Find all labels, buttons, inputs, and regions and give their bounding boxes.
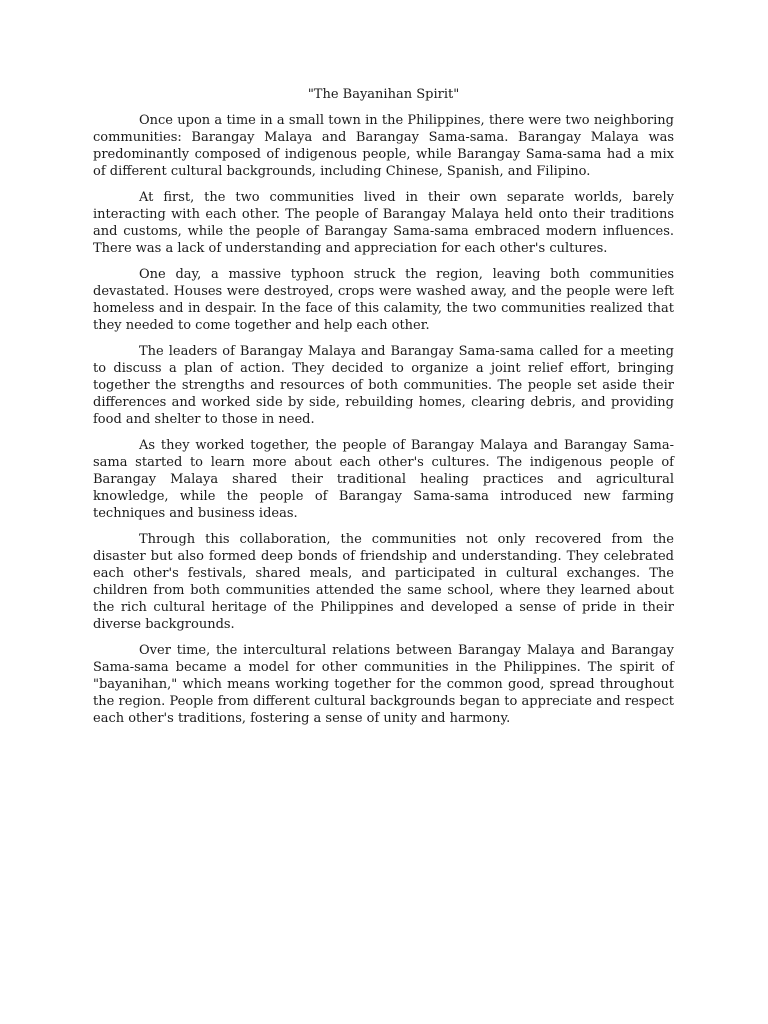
paragraph-3: One day, a massive typhoon struck the region, leaving both communities devastated. Houses were destroyed, crops were washed away, and the people were left homeless and in despair. In the face of this calamity, the two communities realized that they needed to come together and help each other. [93, 267, 674, 333]
paragraph-4: The leaders of Barangay Malaya and Barangay Sama-sama called for a meeting to discuss a plan of action. They decided to organize a joint relief effort, bringing together the strengths and resources of both communities. The people set aside their differences and worked side by side, rebuilding homes, clearing debris, and providing food and shelter to those in need. [93, 344, 674, 427]
document-title: "The Bayanihan Spirit" [307, 87, 460, 102]
paragraph-7: Over time, the intercultural relations between Barangay Malaya and Barangay Sama-sama became a model for other communities in the Philippines. The spirit of "bayanihan," which means working together for the common good, spread throughout the region. People from different cultural backgrounds began to appreciate and respect each other's traditions, fostering a sense of unity and harmony. [93, 643, 674, 726]
paragraph-1: Once upon a time in a small town in the Philippines, there were two neighboring communities: Barangay Malaya and Barangay Sama-sama. Barangay Malaya was predominantly composed of indigenous people, while Barangay Sama-sama had a mix of different cultural backgrounds, including Chinese, Spanish, and Filipino. [93, 113, 674, 179]
document-page [93, 86, 674, 736]
paragraph-2: At first, the two communities lived in their own separate worlds, barely interacting with each other. The people of Barangay Malaya held onto their traditions and customs, while the people of Barangay Sama-sama embraced modern influences. There was a lack of understanding and appreciation for each other's cultures. [93, 190, 674, 256]
paragraph-5: As they worked together, the people of Barangay Malaya and Barangay Sama-sama started to learn more about each other's cultures. The indigenous people of Barangay Malaya shared their traditional healing practices and agricultural knowledge, while the people of Barangay Sama-sama introduced new farming techniques and business ideas. [93, 438, 674, 521]
paragraph-6: Through this collaboration, the communities not only recovered from the disaster but also formed deep bonds of friendship and understanding. They celebrated each other's festivals, shared meals, and participated in cultural exchanges. The children from both communities attended the same school, where they learned about the rich cultural heritage of the Philippines and developed a sense of pride in their diverse backgrounds. [93, 532, 674, 632]
